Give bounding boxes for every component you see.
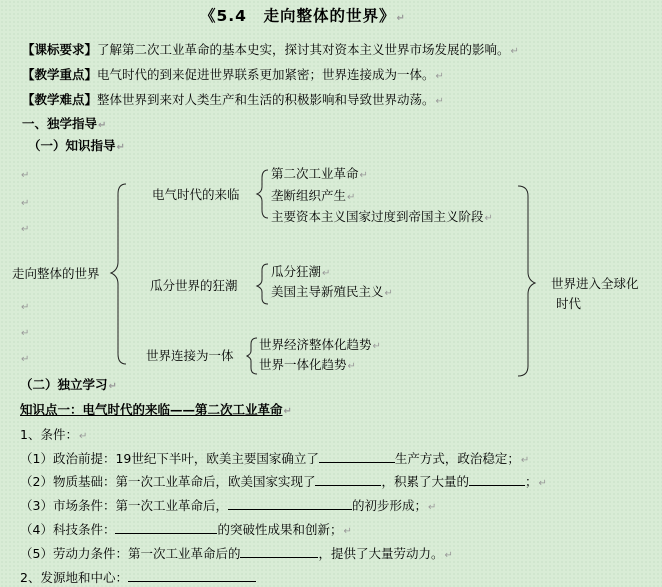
branch3-item: 世界经济整体化趋势↵ [259,337,381,352]
branch1-item: 垄断组织产生↵ [271,188,356,203]
result-brace [518,186,535,376]
branch2-item: 美国主导新殖民主义↵ [271,284,393,299]
standards-line: 【课标要求】了解第二次工业革命的基本史实，探讨其对资本主义世界市场发展的影响。↵ [22,42,519,57]
diagram-root: 走向整体的世界 [12,266,100,281]
answer-blank[interactable] [240,546,318,558]
section-one-heading: 一、独学指导↵ [22,116,107,131]
key-point-label: 【教学重点】 [22,67,98,82]
para-mark: ↵ [21,170,30,181]
q1-label: 1、条件：↵ [20,427,88,442]
para-mark: ↵ [21,302,30,313]
key-point-text: 电气时代的到来促进世界联系更加紧密；世界连接成为一体。 [97,67,435,82]
standards-label: 【课标要求】 [22,42,98,57]
branch3-brace [247,338,257,374]
subsection-one-heading: （一）知识指导↵ [28,138,125,153]
q1-item-5: （5）劳动力条件：第一次工业革命后的 ，提供了大量劳动力。↵ [20,546,453,561]
q1-item-1: （1）政治前提：19世纪下半叶，欧美主要国家确立了 生产方式，政治稳定；↵ [20,451,530,466]
result-line1: 世界进入全球化 [551,276,639,291]
difficulty-line: 【教学难点】整体世界到来对人类生产和生活的积极影响和导致世界动荡。↵ [22,92,444,107]
branch2-item: 瓜分狂潮↵ [271,264,331,279]
document-title: 《5.4 走向整体的世界》↵ [200,7,406,25]
answer-blank[interactable] [115,522,217,534]
q1-item-3: （3）市场条件：第一次工业革命后， 的初步形成；↵ [20,498,437,513]
branch2-brace [257,264,268,304]
key-point-line: 【教学重点】电气时代的到来促进世界联系更加紧密；世界连接成为一体。↵ [22,67,444,82]
result-line2: 时代 [556,296,582,311]
knowledge-point-heading: 知识点一：电气时代的来临——第二次工业革命↵ [20,402,292,417]
root-brace [111,184,126,364]
answer-blank[interactable] [315,474,381,486]
branch1-item: 第二次工业革命↵ [271,166,368,181]
subsection-two-heading: （二）独立学习↵ [20,377,117,392]
q2-line: 2、发源地和中心： [20,570,256,586]
answer-blank[interactable] [319,451,395,463]
branch1-brace [257,170,268,218]
answer-blank[interactable] [469,474,525,486]
branch3-item: 世界一体化趋势↵ [259,357,356,372]
q1-item-4: （4）科技条件： 的突破性成果和创新；↵ [20,522,352,537]
para-mark: ↵ [21,354,30,365]
difficulty-text: 整体世界到来对人类生产和生活的积极影响和导致世界动荡。 [97,92,435,107]
branch1-item: 主要资本主义国家过度到帝国主义阶段↵ [271,209,493,224]
branch3-label: 世界连接为一体 [146,348,234,363]
para-mark: ↵ [21,224,30,235]
standards-text: 了解第二次工业革命的基本史实，探讨其对资本主义世界市场发展的影响。 [97,42,510,57]
q1-item-2: （2）物质基础：第一次工业革命后，欧美国家实现了 ，积累了大量的 ；↵ [20,474,547,489]
answer-blank[interactable] [128,570,256,582]
difficulty-label: 【教学难点】 [22,92,98,107]
answer-blank[interactable] [228,498,352,510]
branch1-label: 电气时代的来临 [152,187,240,202]
branch2-label: 瓜分世界的狂潮 [150,278,238,293]
para-mark: ↵ [21,328,30,339]
para-mark: ↵ [21,198,30,209]
